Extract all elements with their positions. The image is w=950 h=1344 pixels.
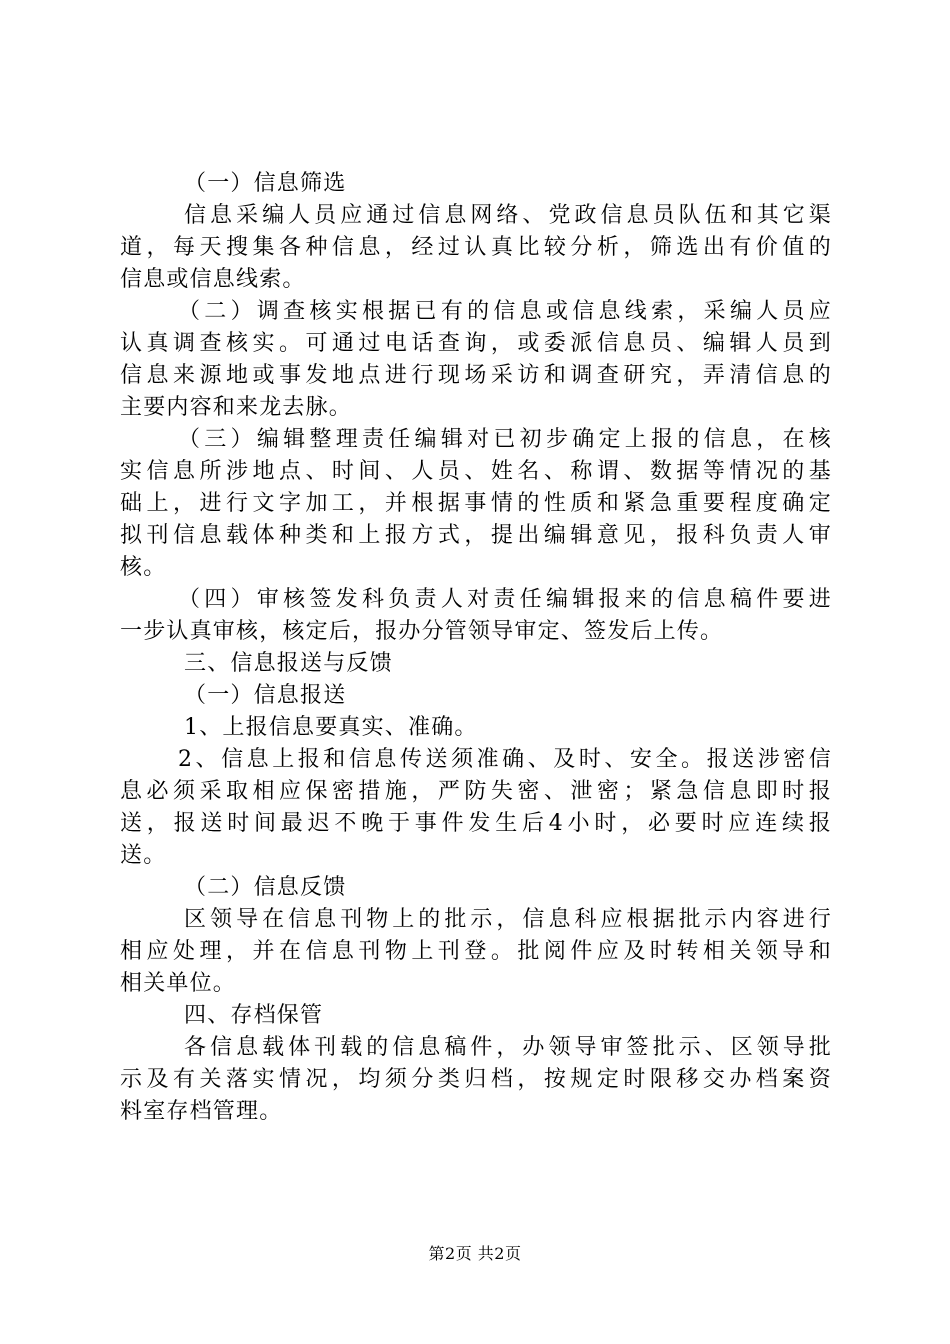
paragraph-line: 信息采编人员应通过信息网络、党政信息员队伍和其它渠 (184, 203, 832, 228)
page-number-footer: 第2页 共2页 (428, 1244, 522, 1263)
paragraph-line: 相关单位。 (120, 971, 237, 996)
section-heading-archiving: 四、存档保管 (184, 1003, 324, 1028)
paragraph-line: 核。 (120, 555, 167, 580)
paragraph-line: 道，每天搜集各种信息，经过认真比较分析，筛选出有价值的 (120, 235, 832, 260)
section-heading-reporting: 三、信息报送与反馈 (184, 651, 393, 676)
paragraph-line: 拟刊信息载体种类和上报方式，提出编辑意见，报科负责人审 (120, 523, 832, 548)
paragraph-line: 1、上报信息要真实、准确。 (184, 715, 478, 740)
paragraph-line: 相应处理，并在信息刊物上刊登。批阅件应及时转相关领导和 (120, 939, 832, 964)
paragraph-line: 料室存档管理。 (120, 1099, 283, 1124)
paragraph-line: 2、信息上报和信息传送须准确、及时、安全。报送涉密信 (178, 747, 832, 772)
paragraph-line: 示及有关落实情况，均须分类归档，按规定时限移交办档案资 (120, 1067, 832, 1092)
paragraph-line: 送。 (120, 843, 167, 868)
document-body (120, 168, 832, 1128)
paragraph-line: 送，报送时间最迟不晚于事件发生后4小时，必要时应连续报 (120, 811, 832, 836)
subheading-info-screening: （一）信息筛选 (184, 171, 347, 196)
paragraph-line: 实信息所涉地点、时间、人员、姓名、称谓、数据等情况的基 (120, 459, 832, 484)
paragraph-line: （三）编辑整理责任编辑对已初步确定上报的信息，在核 (178, 427, 832, 452)
paragraph-line: 认真调查核实。可通过电话查询，或委派信息员、编辑人员到 (120, 331, 832, 356)
paragraph-line: 础上，进行文字加工，并根据事情的性质和紧急重要程度确定 (120, 491, 832, 516)
paragraph-line: （四）审核签发科负责人对责任编辑报来的信息稿件要进 (178, 587, 832, 612)
paragraph-line: 主要内容和来龙去脉。 (120, 395, 353, 420)
paragraph-line: 各信息载体刊载的信息稿件，办领导审签批示、区领导批 (184, 1035, 832, 1060)
paragraph-line: 区领导在信息刊物上的批示，信息科应根据批示内容进行 (184, 907, 832, 932)
paragraph-line: 信息或信息线索。 (120, 267, 306, 292)
subheading-info-feedback: （二）信息反馈 (184, 875, 347, 900)
paragraph-line: 息必须采取相应保密措施，严防失密、泄密；紧急信息即时报 (120, 779, 832, 804)
paragraph-line: 信息来源地或事发地点进行现场采访和调查研究，弄清信息的 (120, 363, 832, 388)
subheading-info-reporting: （一）信息报送 (184, 683, 347, 708)
paragraph-line: 一步认真审核，核定后，报办分管领导审定、签发后上传。 (120, 619, 724, 644)
paragraph-line: （二）调查核实根据已有的信息或信息线索，采编人员应 (178, 299, 832, 324)
